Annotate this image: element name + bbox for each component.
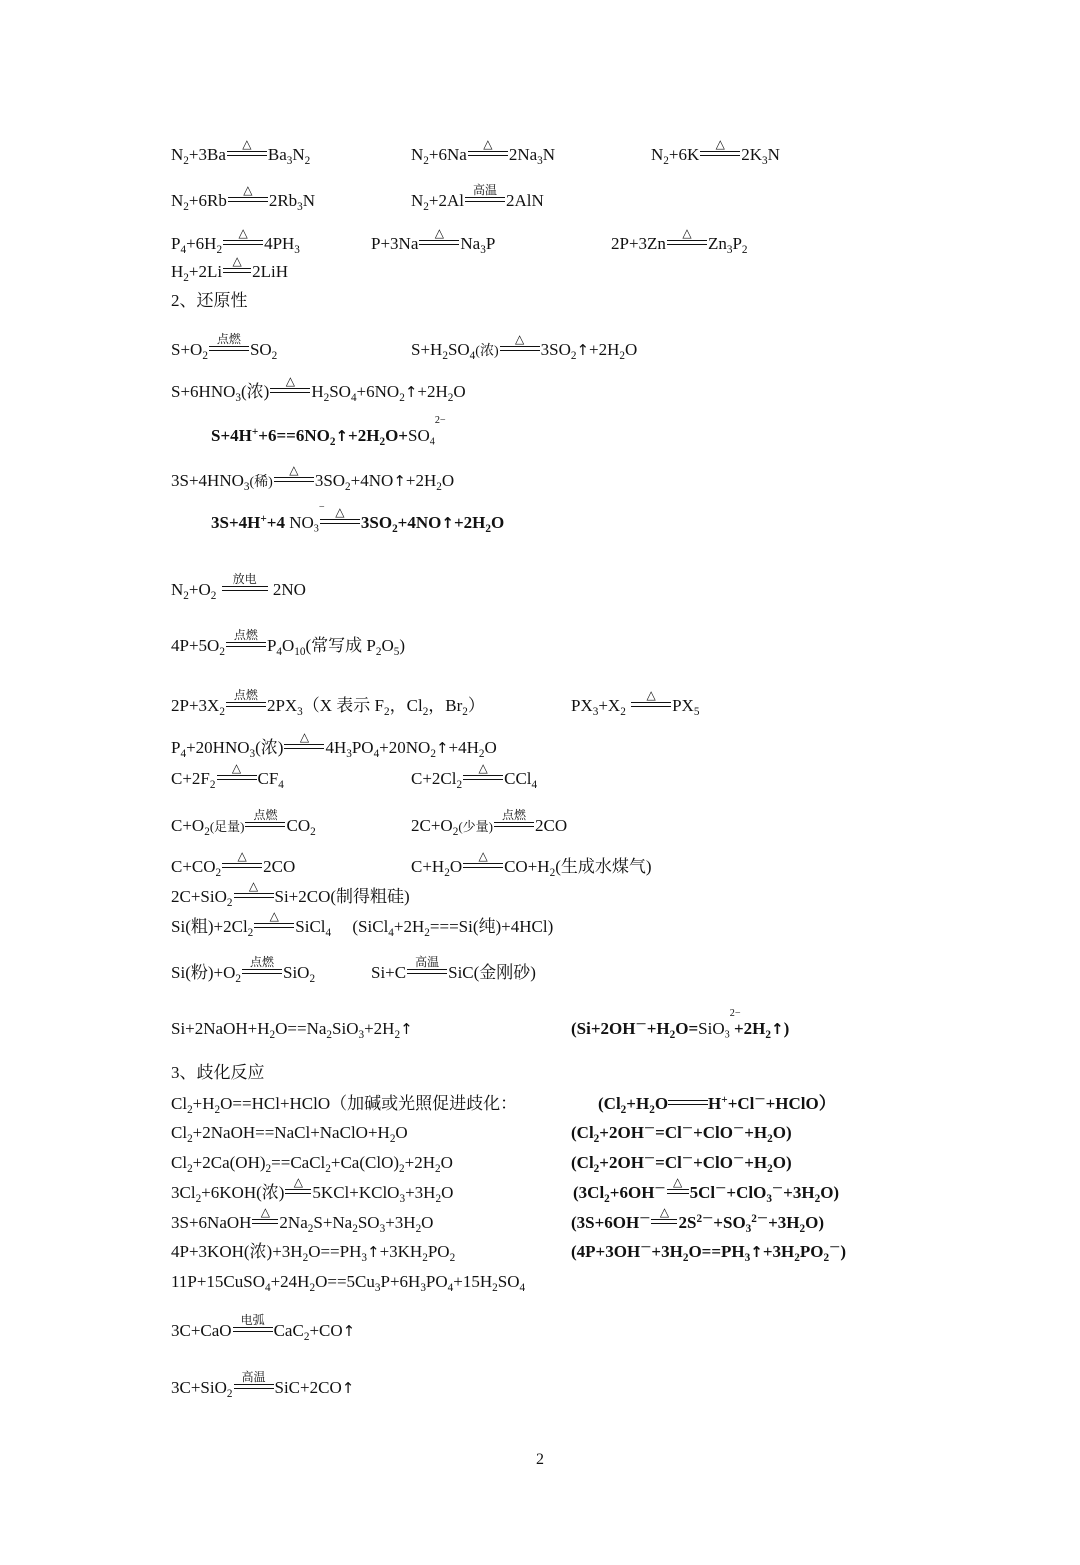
ionic-equation-s-oh: (3S+6OH－ △ $2S^{2-}+SO_3^{2-}+3H_2O$) — [571, 1205, 825, 1235]
equation-cl2-koh: $3Cl_2+6KOH$(浓) △ $5KCl+KClO_3+3H_2O$ — [171, 1175, 454, 1205]
equation-c-sio2-sic: 3C+SiO$_2$ 高温 SiC+2CO↑ — [171, 1370, 355, 1400]
equation-c-co2: $C+CO_2$ △ 2CO — [171, 849, 296, 879]
equilibrium-arrow — [668, 1098, 708, 1108]
equation-p-zn: 2P+3Zn △ $Zn_3P_2$ — [611, 226, 748, 256]
reaction-arrow: △ — [227, 149, 267, 159]
equation-c-sio2: 2C+SiO$_2$ △ Si+2CO(制得粗硅) — [171, 879, 410, 909]
equation-si-o2: Si(粉)$+O_2$ 点燃 SiO$_2$ — [171, 955, 316, 985]
equation-s-hno3-dilute: $3S+4HNO_3$(稀) △ $3SO_2+4NO↑+2H_2O$ — [171, 463, 455, 493]
equation-p-na: P+3Na △ $Na_3P$ — [371, 226, 496, 256]
equation-c-o2-excess: $C+O_2$(足量) 点燃 $CO_2$ — [171, 808, 316, 838]
equation-s-o2: $S+O_2$ 点燃 $SO_2$ — [171, 332, 278, 362]
equation-s-h2so4: $S+H_2SO_4$(浓) △ $3SO_2↑+2H_2O$ — [411, 332, 638, 362]
equation-p-koh: 4P+3KOH(浓)$+3H_2O==PH_3↑+3KH_2PO_2$ — [171, 1242, 456, 1264]
equation-px3-x2: $PX_3+X_2$ △ $PX_5$ — [571, 688, 700, 718]
equation-h2-li: $H_2+2Li$ △ 2LiH — [171, 254, 288, 284]
equation-p-x2: $2P+3X_2$ 点燃 $2PX_3(X$ 表示 $F_2$，$Cl_2$，$Br_2$） — [171, 688, 485, 718]
equation-c-cl2: $C+2Cl_2$ △ CCl$_4$ — [411, 761, 538, 791]
ionic-equation-s-hno3-dilute: 3S+4H++4 $NO_3$ − △ $3SO_2+4NO↑+2H_2O$ — [211, 502, 505, 535]
equation-p4-h2: $P_4+6H_2$ △ $4PH_3$ — [171, 226, 300, 256]
equation-c-f2: $C+2F_2$ △ $CF_4$ — [171, 761, 284, 791]
equation-p-cuso4: $11P+15CuSO_4+24H_2O==5Cu_3P+6H_3PO_4+15H_2SO_4$ — [171, 1272, 526, 1294]
equation-c-cao: 3C+CaO 电弧 CaC$_2$+CO↑ — [171, 1313, 356, 1343]
page-number: 2 — [536, 1451, 544, 1468]
equation-c-o2-limited: $2C+O_2$(少量) 点燃 2CO — [411, 808, 568, 838]
ionic-equation-cl2-h2o: ($Cl_2+H_2O$ H++Cl－+HClO） — [598, 1093, 836, 1116]
equation-si-c: Si+C 高温 SiC(金刚砂) — [371, 955, 536, 982]
ionic-equation-cl2-koh: ($3Cl_2+6OH^-$ △ $5Cl^-+ClO_3^-+3H_2O$) — [573, 1175, 840, 1205]
ionic-equation-cl2-caoh2: $(Cl_2+2OH^-=Cl^-+ClO^-+H_2O)$ — [571, 1152, 792, 1175]
equation-n2-al: $N_2+2Al$ 高温 2AlN — [411, 183, 544, 213]
equation-n2-rb: $N_2+6Rb$ △ $2Rb_3N$ — [171, 183, 316, 213]
equation-cl2-caoh2: $Cl_2+2Ca(OH)_2==CaCl_2+Ca(ClO)_2+2H_2O$ — [171, 1153, 453, 1175]
section-heading-reducing: 2、还原性 — [171, 291, 248, 310]
equation-n2-k: $N_2+6K$ △ $2K_3N$ — [651, 137, 780, 167]
equation-s-naoh: 3S+6NaOH △ $2Na_2S+Na_2SO_3+3H_2O$ — [171, 1205, 434, 1235]
ionic-equation-p-oh: $(4P+3OH^-+3H_2O==PH_3↑+3H_2PO_2^-)$ — [571, 1241, 847, 1264]
equation-c-h2o: $C+H_2O$ △ $CO+H_2$(生成水煤气) — [411, 849, 652, 879]
ionic-equation-s-hno3-conc: $S+4H^++6==6NO_2↑+2H_2O+SO_4$ 2− — [211, 415, 446, 448]
section-heading-disproportionation: 3、歧化反应 — [171, 1063, 265, 1082]
equation-s-hno3-conc: $S+6HNO_3$(浓) △ $H_2SO_4+6NO_2↑+2H_2O$ — [171, 374, 466, 404]
ionic-equation-si-oh: ($Si+2OH^-+H_2O=SiO_3$ 2− $+2H_2↑$) — [571, 1008, 790, 1041]
equation-n2-o2: $N_2+O_2$ 放电 2NO — [171, 572, 306, 602]
ionic-equation-cl2-naoh: $(Cl_2+2OH^-=Cl^-+ClO^-+H_2O)$ — [571, 1122, 792, 1145]
equation-si-naoh: $Si+2NaOH+H_2O==Na_2SiO_3+2H_2↑$ — [171, 1019, 413, 1041]
equation-n2-ba: $N_2+3Ba$ △ $Ba_3N_2$ — [171, 137, 311, 167]
equation-p4-hno3: $P_4+20HNO_3$(浓) △ $4H_3PO_4+20NO_2↑+4H_2O$ — [171, 730, 497, 760]
equation-p-o2: $4P+5O_2$ 点燃 $P_4O_{10}$(常写成 $P_2O_5$) — [171, 628, 406, 658]
equation-cl2-naoh: $Cl_2+2NaOH==NaCl+NaClO+H_2O$ — [171, 1123, 408, 1145]
equation-n2-na: $N_2+6Na$ △ $2Na_3N$ — [411, 137, 556, 167]
equation-cl2-h2o: $Cl_2+H_2O==HCl+HClO$（加碱或光照促进歧化： — [171, 1094, 518, 1116]
equation-si-cl2: Si(粗)$+2Cl_2$ △ SiCl$_4$ ($SiCl_4+2H_2===Si$(纯)+4HCl) — [171, 909, 554, 939]
